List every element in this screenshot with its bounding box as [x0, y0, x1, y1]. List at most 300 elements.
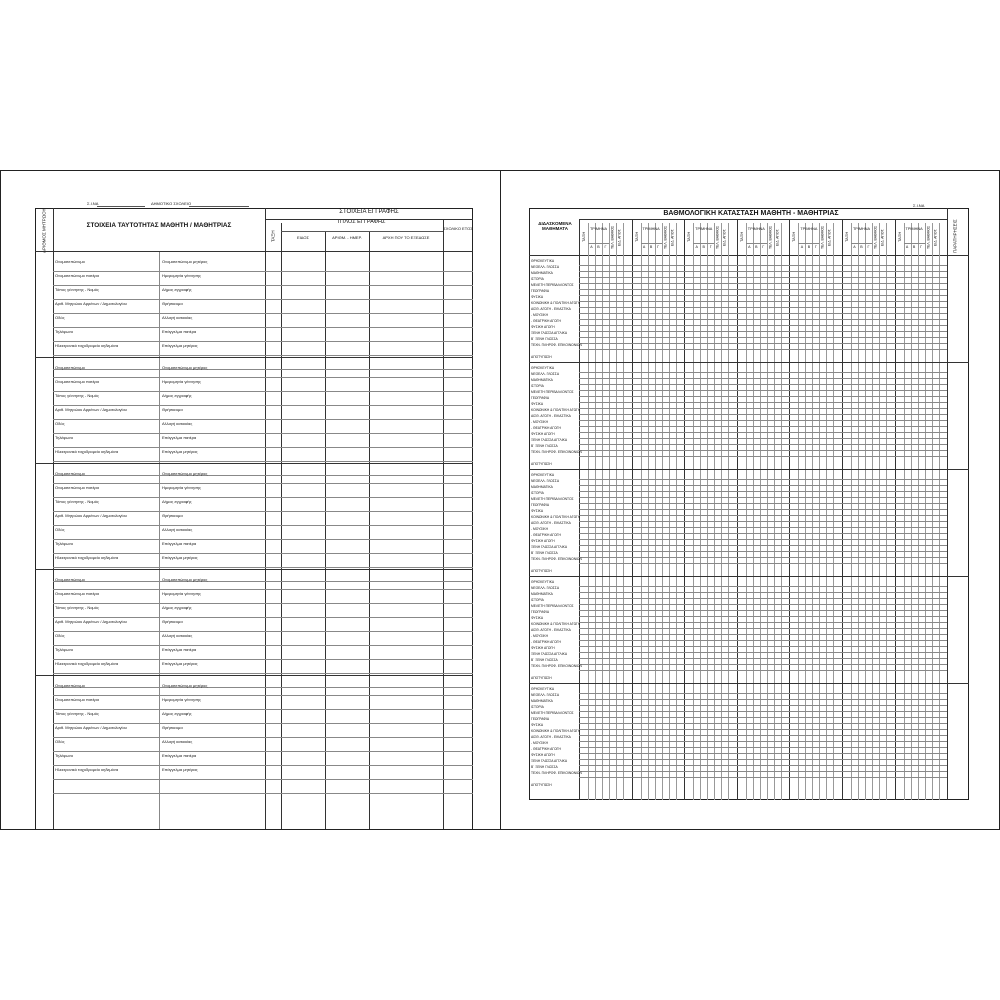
subject-label: ΙΣΤΟΡΙΑ: [531, 277, 544, 281]
field-label: Τόπος γέννησης - Νομός: [55, 393, 99, 398]
grid-line: [655, 223, 656, 800]
row-line: [53, 447, 473, 448]
row-line: [53, 271, 473, 272]
block-separator: [529, 576, 969, 577]
rule-line: [281, 223, 282, 830]
grid-line: [851, 243, 872, 244]
field-label: Οδός: [55, 527, 65, 532]
grid-line: [579, 735, 947, 736]
field-label: Ονοματεπώνυμο μητέρας: [162, 471, 208, 476]
grid-line: [579, 456, 947, 457]
class-header: ΤΑΞΗ: [738, 231, 744, 243]
row-line: [53, 751, 473, 752]
field-label: Τηλέφωνο: [55, 541, 74, 546]
grid-line: [728, 223, 729, 800]
grid-line: [746, 243, 767, 244]
average-header: ΕΙΔ. ΑΠΟΤ.: [722, 228, 727, 246]
row-line: [53, 461, 473, 462]
grid-line: [579, 705, 947, 706]
grid-line: [579, 527, 947, 528]
field-label: Τηλέφωνο: [55, 435, 74, 440]
grid-line: [579, 349, 947, 350]
subject-label: ΦΥΣΙΚΑ: [531, 509, 544, 513]
term-letter: Β: [755, 245, 758, 249]
grid-line: [579, 509, 947, 510]
term-letter: Β: [860, 245, 863, 249]
field-label: Δήμος εγγραφής: [162, 605, 192, 610]
grid-line: [932, 223, 933, 800]
final-grade-header: ΤΕΛ. ΒΑΘΜΟΣ: [926, 225, 931, 249]
class-header: ΤΑΞΗ: [270, 230, 276, 242]
grid-line: [579, 331, 947, 332]
subject-label: Β΄ ΞΕΝΗ ΓΛΩΣΣΑ: [531, 551, 558, 555]
subject-label: ΞΕΝΗ ΓΛΩΣΣΑ ΑΓΓΛΙΚΑ: [531, 331, 568, 335]
grid-line: [669, 223, 670, 800]
grid-line: [579, 759, 947, 760]
grid-line: [851, 223, 852, 800]
grid-line: [609, 223, 610, 800]
rule-line: [35, 251, 473, 252]
term-letter: Α: [590, 245, 593, 249]
row-line: [53, 341, 473, 342]
grid-line: [721, 223, 722, 800]
subjects-heading: ΔΙΔΑΣΚΟΜΕΝΑ ΜΑΘΗΜΑΤΑ: [538, 221, 572, 231]
final-grade-header: ΤΕΛ. ΒΑΘΜΟΣ: [768, 225, 773, 249]
field-label: Δήμος εγγραφής: [162, 499, 192, 504]
row-line: [53, 313, 473, 314]
grid-line: [579, 485, 947, 486]
row-line: [53, 405, 473, 406]
row-line: [53, 539, 473, 540]
number-date-header: ΑΡΙΘΜ. - ΗΜΕΡ.: [332, 235, 362, 240]
title-heading: ΤΙΤΛΟΣ ΕΓΓΡΑΦΗΣ: [336, 219, 386, 225]
subject-label: - ΘΕΑΤΡΙΚΗ ΑΓΩΓΗ: [531, 533, 561, 537]
subject-label: ΝΕΟΕΛΛ. ΓΛΩΣΣΑ: [531, 586, 560, 590]
subject-label: ΦΥΣΙΚΑ: [531, 723, 544, 727]
field-label: Οδός: [55, 633, 65, 638]
grid-line: [579, 610, 947, 611]
subject-label: ΓΕΩΓΡΑΦΙΑ: [531, 717, 550, 721]
subject-label: - ΘΕΑΤΡΙΚΗ ΑΓΩΓΗ: [531, 640, 561, 644]
grid-line: [753, 223, 754, 800]
general-average-label: ΑΠΟΤΥΠΩΣΗ: [531, 355, 552, 359]
block-separator: [529, 362, 969, 363]
field-label: Ονοματεπώνυμο: [55, 683, 85, 688]
term-letter: Α: [905, 245, 909, 249]
subject-label: ΑΙΣΘ. ΑΓΩΓΗ - ΕΙΚΑΣΤΙΚΑ: [531, 735, 571, 739]
subject-label: ΘΡΗΣΚΕΥΤΙΚΑ: [531, 473, 555, 477]
grid-line: [579, 604, 947, 605]
subject-label: ΜΕΛΕΤΗ ΠΕΡΙΒΑΛΛΟΝΤΟΣ: [531, 283, 574, 287]
subject-label: ΓΕΩΓΡΑΦΙΑ: [531, 289, 550, 293]
row-line: [53, 603, 473, 604]
field-label: Ονοματεπώνυμο: [55, 471, 85, 476]
grid-line: [826, 223, 827, 800]
final-grade-header: ΤΕΛ. ΒΑΘΜΟΣ: [820, 225, 825, 249]
grid-line: [579, 616, 947, 617]
grid-line: [579, 640, 947, 641]
grid-line: [579, 711, 947, 712]
class-header: ΤΑΞΗ: [844, 231, 849, 243]
row-line: [53, 299, 473, 300]
field-label: Ονοματεπώνυμο μητέρας: [162, 259, 208, 264]
record-separator: [35, 357, 473, 358]
grid-line: [904, 223, 905, 800]
field-label: Τόπος γέννησης - Νομός: [55, 711, 99, 716]
field-label: Τόπος γέννησης - Νομός: [55, 605, 99, 610]
subject-label: ΑΙΣΘ. ΑΓΩΓΗ - ΕΙΚΑΣΤΙΚΑ: [531, 521, 571, 525]
row-line: [53, 327, 473, 328]
subject-label: ΚΟΙΝΩΝΙΚΗ & ΠΟΛΙΤΙΚΗ ΑΓΩΓΗ: [531, 622, 581, 626]
field-label: Επάγγελμα πατέρα: [162, 753, 197, 758]
subject-label: ΦΥΣΙΚΗ ΑΓΩΓΗ: [531, 539, 555, 543]
grid-line: [579, 390, 947, 391]
subject-label: - ΜΟΥΣΙΚΗ: [531, 527, 548, 531]
field-label: Επάγγελμα μητέρας: [162, 343, 198, 348]
subject-label: ΞΕΝΗ ΓΛΩΣΣΑ ΑΓΓΛΙΚΑ: [531, 759, 568, 763]
grid-line: [579, 628, 947, 629]
subject-label: ΓΕΩΓΡΑΦΙΑ: [531, 610, 550, 614]
field-label: Δήμος εγγραφής: [162, 393, 192, 398]
field-label: Ηλεκτρονικό ταχυδρομείο κηδεμόνα: [55, 661, 119, 666]
grid-line: [700, 223, 701, 800]
field-label: Ηλεκτρονικό ταχυδρομείο κηδεμόνα: [55, 449, 119, 454]
term-header: ΤΡΙΜΗΝΑ: [695, 227, 713, 231]
grid-line: [579, 723, 947, 724]
average-header: ΕΙΔ. ΑΠΟΤ.: [617, 228, 622, 246]
grid-line: [579, 450, 947, 451]
grid-line: [616, 223, 617, 800]
grid-line: [693, 243, 714, 244]
grid-line: [579, 372, 947, 373]
class-header: ΤΑΞΗ: [791, 231, 797, 243]
term-letter: Γ: [657, 245, 660, 249]
field-label: Θρήσκευμα: [162, 407, 183, 412]
rule-line: [369, 231, 370, 830]
general-average-label: ΑΠΟΤΥΠΩΣΗ: [531, 676, 552, 680]
row-line: [53, 617, 473, 618]
field-label: Ονοματεπώνυμο μητέρας: [162, 577, 208, 582]
subject-label: - ΘΕΑΤΡΙΚΗ ΑΓΩΓΗ: [531, 747, 561, 751]
field-label: Δήμος εγγραφής: [162, 287, 192, 292]
subject-label: ΦΥΣΙΚΗ ΑΓΩΓΗ: [531, 753, 555, 757]
subject-label: Β΄ ΞΕΝΗ ΓΛΩΣΣΑ: [531, 765, 558, 769]
grid-line: [641, 243, 662, 244]
subject-label: ΚΟΙΝΩΝΙΚΗ & ΠΟΛΙΤΙΚΗ ΑΓΩΓΗ: [531, 729, 581, 733]
general-average-label: ΑΠΟΤΥΠΩΣΗ: [531, 569, 552, 573]
subject-label: ΓΕΩΓΡΑΦΙΑ: [531, 396, 550, 400]
average-header: ΕΙΔ. ΑΠΟΤ.: [775, 228, 780, 246]
grid-line: [641, 223, 642, 800]
grid-line: [579, 658, 947, 659]
grid-line: [939, 223, 940, 800]
row-line: [53, 673, 473, 674]
grid-line: [579, 313, 947, 314]
block-separator: [529, 683, 969, 684]
grid-line: [579, 420, 947, 421]
term-letter: Β: [912, 245, 916, 249]
grid-line: [579, 777, 947, 778]
row-line: [53, 589, 473, 590]
block-separator: [529, 469, 969, 470]
rule-line: [265, 219, 473, 220]
row-line: [53, 511, 473, 512]
field-label: Ονοματεπώνυμο πατέρα: [55, 485, 99, 490]
grid-line: [623, 223, 624, 800]
grid-line: [579, 646, 947, 647]
term-letter: Β: [807, 245, 811, 249]
field-label: Ημερομηνία γέννησης: [162, 485, 201, 490]
subject-label: ΑΙΣΘ. ΑΓΩΓΗ - ΕΙΚΑΣΤΙΚΑ: [531, 307, 571, 311]
grid-line: [886, 223, 887, 800]
grid-line: [595, 223, 596, 800]
grid-line: [579, 325, 947, 326]
row-line: [53, 581, 473, 582]
record-separator: [35, 463, 473, 464]
grid-line: [676, 223, 677, 800]
grid-line: [579, 289, 947, 290]
row-line: [53, 695, 473, 696]
term-header: ΤΡΙΜΗΝΑ: [905, 227, 923, 231]
grid-line: [872, 223, 873, 800]
term-header: ΤΡΙΜΗΝΑ: [852, 227, 871, 231]
grid-line: [805, 223, 806, 800]
grid-line: [767, 223, 768, 800]
class-header: ΤΑΞΗ: [581, 231, 586, 243]
subject-label: ΤΕΧΝ. ΠΛΗΡΟΦ. ΕΠΙΚΟΙΝΩΝΙΩΝ: [531, 664, 582, 668]
grid-line: [579, 622, 947, 623]
center-divider: [159, 251, 160, 830]
school-label: Σ.Ι.ΝΑ: [913, 203, 925, 208]
field-label: Επάγγελμα πατέρα: [162, 435, 197, 440]
subject-label: - ΜΟΥΣΙΚΗ: [531, 634, 548, 638]
field-label: Επάγγελμα πατέρα: [162, 647, 197, 652]
field-label: Ονοματεπώνυμο πατέρα: [55, 591, 99, 596]
field-label: Αριθ. Μητρώου Αρρένων / Δημοτολογίου: [55, 407, 127, 412]
field-label: Δήμος εγγραφής: [162, 711, 192, 716]
row-line: [53, 369, 473, 370]
grid-line: [579, 283, 947, 284]
grid-line: [588, 223, 589, 800]
subject-label: ΞΕΝΗ ΓΛΩΣΣΑ ΑΓΓΛΙΚΑ: [531, 438, 568, 442]
subject-label: ΑΙΣΘ. ΑΓΩΓΗ - ΕΙΚΑΣΤΙΚΑ: [531, 414, 571, 418]
grid-line: [819, 223, 820, 800]
subject-label: ΑΙΣΘ. ΑΓΩΓΗ - ΕΙΚΑΣΤΙΚΑ: [531, 628, 571, 632]
average-header: ΕΙΔ. ΑΠΟΤ.: [670, 228, 675, 246]
enrollment-heading: ΣΤΟΙΧΕΙΑ ΕΓΓΡΑΦΗΣ: [339, 209, 399, 215]
school-label-1: Σ.Ι.ΝΑ: [87, 201, 99, 206]
grid-line: [579, 693, 947, 694]
rule-line: [947, 208, 948, 800]
grid-line: [904, 243, 925, 244]
register-number-header: ΑΡΙΘΜΟΣ ΜΗΤΡΩΟΥ: [41, 208, 47, 254]
grid-line: [579, 515, 947, 516]
row-line: [53, 793, 473, 794]
grid-line: [602, 223, 603, 800]
identity-heading: ΣΤΟΙΧΕΙΑ ΤΑΥΤΟΤΗΤΑΣ ΜΑΘΗΤΗ / ΜΑΘΗΤΡΙΑΣ: [86, 222, 232, 229]
grid-line: [579, 384, 947, 385]
subject-label: ΦΥΣΙΚΑ: [531, 616, 544, 620]
subject-label: ΝΕΟΕΛΛ. ΓΛΩΣΣΑ: [531, 693, 560, 697]
row-line: [53, 645, 473, 646]
term-letter: Α: [642, 245, 646, 249]
field-label: Ηλεκτρονικό ταχυδρομείο κηδεμόνα: [55, 555, 119, 560]
subject-label: ΦΥΣΙΚΑ: [531, 402, 544, 406]
row-line: [53, 687, 473, 688]
class-header: ΤΑΞΗ: [686, 231, 692, 243]
grid-line: [798, 243, 819, 244]
row-line: [53, 765, 473, 766]
subject-label: ΜΕΛΕΤΗ ΠΕΡΙΒΑΛΛΟΝΤΟΣ: [531, 711, 574, 715]
record-separator: [35, 569, 473, 570]
grid-line: [579, 265, 947, 266]
grid-line: [579, 563, 947, 564]
grid-line: [707, 223, 708, 800]
grid-line: [579, 699, 947, 700]
row-line: [53, 285, 473, 286]
subject-label: ΓΕΩΓΡΑΦΙΑ: [531, 503, 550, 507]
subject-label: ΝΕΟΕΛΛ. ΓΛΩΣΣΑ: [531, 265, 560, 269]
grid-line: [579, 277, 947, 278]
field-label: Θρήσκευμα: [162, 301, 183, 306]
final-grade-header: ΤΕΛ. ΒΑΘΜΟΣ: [715, 225, 720, 249]
subject-label: ΦΥΣΙΚΑ: [531, 295, 544, 299]
field-label: Τόπος γέννησης - Νομός: [55, 287, 99, 292]
subject-label: ΤΕΧΝ. ΠΛΗΡΟΦ. ΕΠΙΚΟΙΝΩΝΙΩΝ: [531, 771, 582, 775]
grid-line: [579, 408, 947, 409]
term-letter: Γ: [709, 245, 712, 249]
subject-label: ΜΑΘΗΜΑΤΙΚΑ: [531, 378, 553, 382]
subject-label: ΜΑΘΗΜΑΤΙΚΑ: [531, 592, 553, 596]
subject-label: ΦΥΣΙΚΗ ΑΓΩΓΗ: [531, 432, 555, 436]
grid-line: [781, 223, 782, 800]
term-letter: Α: [695, 245, 698, 249]
grid-line: [579, 664, 947, 665]
field-label: Επάγγελμα πατέρα: [162, 329, 197, 334]
grid-line: [662, 223, 663, 800]
subject-label: ΝΕΟΕΛΛ. ΓΛΩΣΣΑ: [531, 372, 560, 376]
grid-line: [918, 223, 919, 800]
subject-label: Β΄ ΞΕΝΗ ΓΛΩΣΣΑ: [531, 337, 558, 341]
field-label: Ονοματεπώνυμο: [55, 577, 85, 582]
grid-line: [579, 753, 947, 754]
subject-label: Β΄ ΞΕΝΗ ΓΛΩΣΣΑ: [531, 658, 558, 662]
field-label: Αλλαγή κατοικίας: [162, 633, 193, 638]
subject-label: ΜΕΛΕΤΗ ΠΕΡΙΒΑΛΛΟΝΤΟΣ: [531, 604, 574, 608]
grid-line: [833, 223, 834, 800]
term-header: ΤΡΙΜΗΝΑ: [642, 227, 660, 231]
field-label: Ημερομηνία γέννησης: [162, 273, 201, 278]
subject-label: ΘΡΗΣΚΕΥΤΙΚΑ: [531, 687, 555, 691]
subject-label: ΦΥΣΙΚΗ ΑΓΩΓΗ: [531, 646, 555, 650]
school-origin-header: ΑΡΧΗ ΠΟΥ ΤΟ ΕΞΕΔΩΣΕ: [382, 235, 430, 240]
row-line: [53, 709, 473, 710]
grid-line: [812, 223, 813, 800]
grid-line: [911, 223, 912, 800]
general-average-label: ΑΠΟΤΥΠΩΣΗ: [531, 783, 552, 787]
grid-line: [579, 432, 947, 433]
term-letter: Γ: [867, 245, 870, 249]
subject-label: ΞΕΝΗ ΓΛΩΣΣΑ ΑΓΓΛΙΚΑ: [531, 652, 568, 656]
grid-line: [579, 533, 947, 534]
row-line: [53, 737, 473, 738]
grid-line: [579, 307, 947, 308]
term-letter: Γ: [920, 245, 923, 249]
subject-label: ΙΣΤΟΡΙΑ: [531, 705, 544, 709]
field-label: Αλλαγή κατοικίας: [162, 527, 193, 532]
field-label: Αριθ. Μητρώου Αρρένων / Δημοτολογίου: [55, 725, 127, 730]
grid-line: [714, 223, 715, 800]
subject-label: ΜΕΛΕΤΗ ΠΕΡΙΒΑΛΛΟΝΤΟΣ: [531, 497, 574, 501]
school-label-2: ΔΗΜΟΤΙΚΟ ΣΧΟΛΕΙΟ: [151, 201, 192, 206]
rule-line: [281, 231, 443, 232]
row-line: [53, 419, 473, 420]
row-line: [53, 355, 473, 356]
term-letter: Α: [853, 245, 856, 249]
field-label: Θρήσκευμα: [162, 725, 183, 730]
grid-line: [579, 378, 947, 379]
field-label: Ηλεκτρονικό ταχυδρομείο κηδεμόνα: [55, 767, 119, 772]
field-label: Ονοματεπώνυμο: [55, 259, 85, 264]
grid-line: [579, 491, 947, 492]
field-label: Τηλέφωνο: [55, 647, 74, 652]
grid-line: [579, 396, 947, 397]
grid-line: [579, 271, 947, 272]
general-average-label: ΑΠΟΤΥΠΩΣΗ: [531, 462, 552, 466]
student-identity-page: [0, 170, 501, 830]
grid-line: [579, 634, 947, 635]
row-line: [53, 497, 473, 498]
subject-label: ΦΥΣΙΚΗ ΑΓΩΓΗ: [531, 325, 555, 329]
row-line: [53, 553, 473, 554]
row-line: [53, 659, 473, 660]
grid-line: [579, 652, 947, 653]
field-label: Αριθ. Μητρώου Αρρένων / Δημοτολογίου: [55, 513, 127, 518]
subject-label: ΘΡΗΣΚΕΥΤΙΚΑ: [531, 580, 555, 584]
field-label: Οδός: [55, 421, 65, 426]
grid-line: [925, 223, 926, 800]
field-label: Θρήσκευμα: [162, 619, 183, 624]
term-header: ΤΡΙΜΗΝΑ: [589, 227, 608, 231]
subject-label: - ΘΕΑΤΡΙΚΗ ΑΓΩΓΗ: [531, 319, 561, 323]
grid-line: [579, 771, 947, 772]
field-label: Ημερομηνία γέννησης: [162, 591, 201, 596]
row-line: [53, 377, 473, 378]
term-letter: Α: [800, 245, 804, 249]
field-label: Αλλαγή κατοικίας: [162, 739, 193, 744]
row-line: [53, 723, 473, 724]
grid-line: [746, 223, 747, 800]
grid-line: [579, 343, 947, 344]
grid-line: [579, 717, 947, 718]
subject-label: ΤΕΧΝ. ΠΛΗΡΟΦ. ΕΠΙΚΟΙΝΩΝΙΩΝ: [531, 557, 582, 561]
field-label: Τηλέφωνο: [55, 329, 74, 334]
subject-label: ΜΕΛΕΤΗ ΠΕΡΙΒΑΛΛΟΝΤΟΣ: [531, 390, 574, 394]
term-letter: Γ: [814, 245, 817, 249]
final-grade-header: ΤΕΛ. ΒΑΘΜΟΣ: [610, 225, 615, 249]
term-letter: Γ: [762, 245, 765, 249]
row-line: [53, 475, 473, 476]
grid-line: [774, 223, 775, 800]
field-label: Ονοματεπώνυμο: [55, 365, 85, 370]
field-label: Αλλαγή κατοικίας: [162, 421, 193, 426]
grid-line: [579, 319, 947, 320]
grid-line: [858, 223, 859, 800]
grid-line: [579, 337, 947, 338]
rule-line: [579, 219, 947, 220]
field-label: Ημερομηνία γέννησης: [162, 697, 201, 702]
grid-line: [579, 729, 947, 730]
